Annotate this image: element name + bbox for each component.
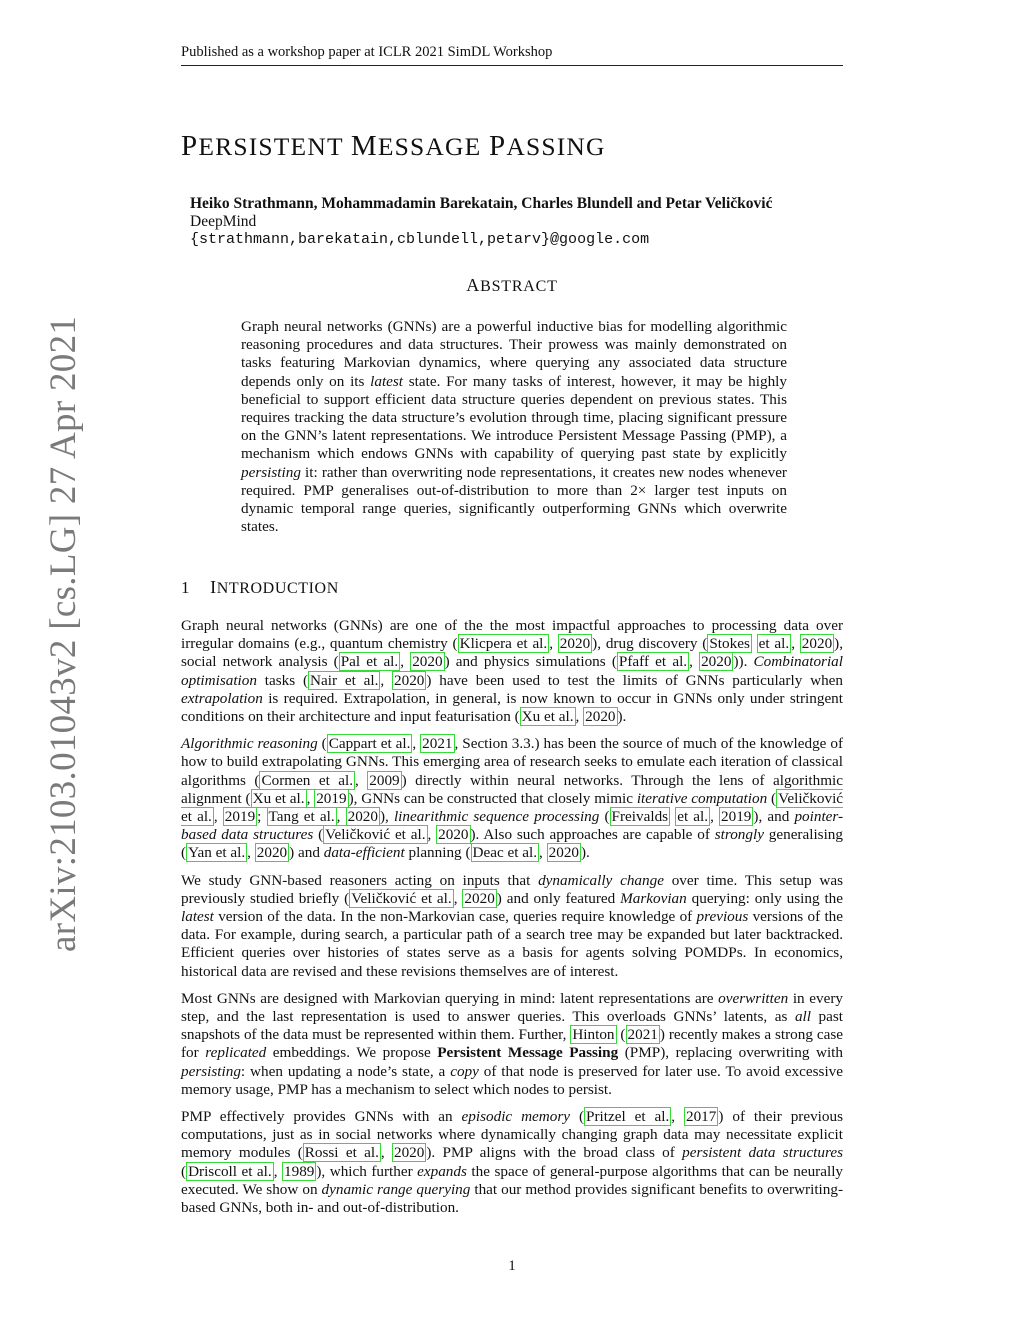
citation-link[interactable]: 2019 xyxy=(721,808,752,826)
citation-link[interactable]: Klicpera et al. xyxy=(459,635,548,653)
citation-link[interactable]: 2019 xyxy=(316,789,347,807)
citation-link[interactable]: 2021 xyxy=(627,1026,658,1044)
citation-link[interactable]: Xu et al. xyxy=(252,789,305,807)
citation-link[interactable]: 2020 xyxy=(559,635,591,653)
citation-link[interactable]: Veličković et al. xyxy=(325,826,426,844)
citation-link[interactable]: 2020 xyxy=(801,635,833,653)
citation-link[interactable]: et al. xyxy=(758,635,790,653)
citation-link[interactable]: Freivalds xyxy=(611,808,669,826)
paragraph: PMP effectively provides GNNs with an episodic memory ( Pritzel et al. , 2017 ) of their previous computations, just as in social networks where dynamically changing graph data may necessitate explicit memory modules ( Rossi et al. , 2020 ). PMP aligns with the broad class of persistent data structures ( Driscoll et al. , 1989 ), which further expands the space of general-purpose algorithms that can be neurally executed. We show on dynamic range querying that our method provides significant benefits to overwriting-based GNNs, both in- and out-of-distribution. xyxy=(181,1108,844,1217)
citation-link[interactable]: 2021 xyxy=(422,735,453,753)
citation-link[interactable]: 2017 xyxy=(685,1108,717,1126)
citation-link[interactable]: 2020 xyxy=(256,844,288,862)
citation-link[interactable]: Pritzel et al. xyxy=(586,1108,670,1126)
citation-link[interactable]: 2020 xyxy=(585,708,616,726)
author-emails: {strathmann,barekatain,cblundell,petarv}@google.com xyxy=(190,231,650,248)
running-header: Published as a workshop paper at ICLR 2021 SimDL Workshop xyxy=(181,44,843,66)
citation-link[interactable]: 2020 xyxy=(438,826,469,844)
citation-link[interactable]: Xu et al. xyxy=(521,708,574,726)
citation-link[interactable]: Veličković et al. xyxy=(181,789,844,826)
citation-link[interactable]: Deac et al. xyxy=(472,844,538,862)
citation-link[interactable]: Driscoll et al. xyxy=(188,1162,272,1180)
citation-link[interactable]: Cappart et al. xyxy=(328,735,411,753)
author-list: Heiko Strathmann, Mohammadamin Barekatain, Charles Blundell and Petar Veličković xyxy=(190,195,773,212)
section-heading-introduction: 1 INTRODUCTION xyxy=(181,577,339,597)
paragraph: Most GNNs are designed with Markovian querying in mind: latent representations are overwritten in every step, and the last representation is used to answer queries. This overloads GNNs’ latents, as all past snapshots of the data must be represented within them. Further, Hinton ( 2021 ) recently makes a strong case for replicated embeddings. We propose Persistent Message Passing (PMP), replacing overwriting with persisting: when updating a node’s state, a copy of that node is preserved for later use. To avoid excessive memory usage, PMP has a mechanism to select which nodes to persist. xyxy=(181,989,843,1098)
citation-link[interactable]: 2019 xyxy=(224,808,256,826)
citation-link[interactable]: 2020 xyxy=(393,1144,425,1162)
citation-link[interactable]: Pfaff et al. xyxy=(618,653,688,671)
affiliation: DeepMind xyxy=(190,213,257,230)
citation-link[interactable]: Nair et al. xyxy=(310,671,379,689)
citation-link[interactable]: 2020 xyxy=(548,844,579,862)
citation-link[interactable]: 2009 xyxy=(369,771,400,789)
citation-link[interactable]: Yan et al. xyxy=(188,844,246,862)
citation-link[interactable]: et al. xyxy=(677,808,709,826)
citation-link[interactable]: Cormen et al. xyxy=(261,771,354,789)
citation-link[interactable]: 2020 xyxy=(464,889,495,907)
citation-link[interactable]: Stokes xyxy=(709,635,750,653)
citation-link[interactable]: 2020 xyxy=(394,671,425,689)
citation-link[interactable]: 2020 xyxy=(701,653,732,671)
paragraph: We study GNN-based reasoners acting on inputs that dynamically change over time. This setup was previously studied briefly ( Veličković et al. , 2020 ) and only featured Markovian querying: only using the latest version of the data. In the non-Markovian case, queries require knowledge of previous versions of the data. For example, during search, a particular path of a search tree may be expanded but later backtracked. Efficient queries over histories of states serve as a basis for agents solving POMDPs. In economics, historical data are revised and these revisions themselves are of interest. xyxy=(181,871,844,980)
abstract-text: Graph neural networks (GNNs) are a powerful inductive bias for modelling algorithmic reasoning procedures and data structures. Their prowess was mainly demonstrated on tasks featuring Markovian dynamics, where querying any associated data structure depends only on its latest state. For many tasks of interest, however, it may be highly beneficial to support efficient data structure queries dependent on previous states. This requires tracking the data structure’s evolution through time, placing significant pressure on the GNN’s latent representations. We introduce Persistent Message Passing (PMP), a mechanism which endows GNNs with capability of querying past state by explicitly persisting it: rather than overwriting node representations, it creates new nodes whenever required. PMP generalises out-of-distribution to more than 2× larger test inputs on dynamic temporal range queries, significantly outperforming GNNs which overwrite states. xyxy=(241,318,787,536)
paragraph: Graph neural networks (GNNs) are one of the the most impactful approaches to processing data over irregular domains (e.g., quantum chemistry ( Klicpera et al. , 2020 ), drug discovery ( Stokes et al. , 2020 ), social network analysis ( Pal et al. , 2020 ) and physics simulations ( Pfaff et al. , 2020 )). Combinatorial optimisation tasks ( Nair et al. , 2020 ) have been used to test the limits of GNNs particularly when extrapolation is required. Extrapolation, in general, is now known to occur in GNNs only under stringent conditions on their architecture and input featurisation ( Xu et al. , 2020 ). xyxy=(181,617,844,726)
citation-link[interactable]: Tang et al. xyxy=(268,808,335,826)
citation-link[interactable]: Pal et al. xyxy=(340,653,399,671)
citation-link[interactable]: 2020 xyxy=(347,808,378,826)
arxiv-identifier: arXiv:2103.01043v2 [cs.LG] 27 Apr 2021 xyxy=(43,315,84,952)
introduction-body xyxy=(181,617,843,1226)
citation-link[interactable]: Veličković et al. xyxy=(351,889,452,907)
citation-link[interactable]: 2020 xyxy=(412,653,443,671)
citation-link[interactable]: Hinton xyxy=(572,1026,615,1044)
page-number: 1 xyxy=(508,1258,516,1274)
paragraph: Algorithmic reasoning ( Cappart et al. , 2021 , Section 3.3.) has been the source of much of the knowledge of how to build extrapolating GNNs. This emerging area of research seeks to emulate each iteration of classical algorithms ( Cormen et al. , 2009 ) directly within neural networks. Through the lens of algorithmic alignment ( Xu et al. , 2019 ), GNNs can be constructed that closely mimic iterative computation ( Veličković et al. , 2019 ; Tang et al. , 2020 ), linearithmic sequence processing ( Freivalds et al. , 2019 ), and pointer-based data structures ( Veličković et al. , 2020 ). Also such approaches are capable of strongly generalising ( Yan et al. , 2020 ) and data-efficient planning ( Deac et al. , 2020 ). xyxy=(181,735,844,862)
citation-link[interactable]: 1989 xyxy=(284,1162,315,1180)
paper-title: PERSISTENT MESSAGE PASSING xyxy=(181,130,606,162)
citation-link[interactable]: Rossi et al. xyxy=(304,1144,379,1162)
abstract-heading: ABSTRACT xyxy=(466,275,558,295)
